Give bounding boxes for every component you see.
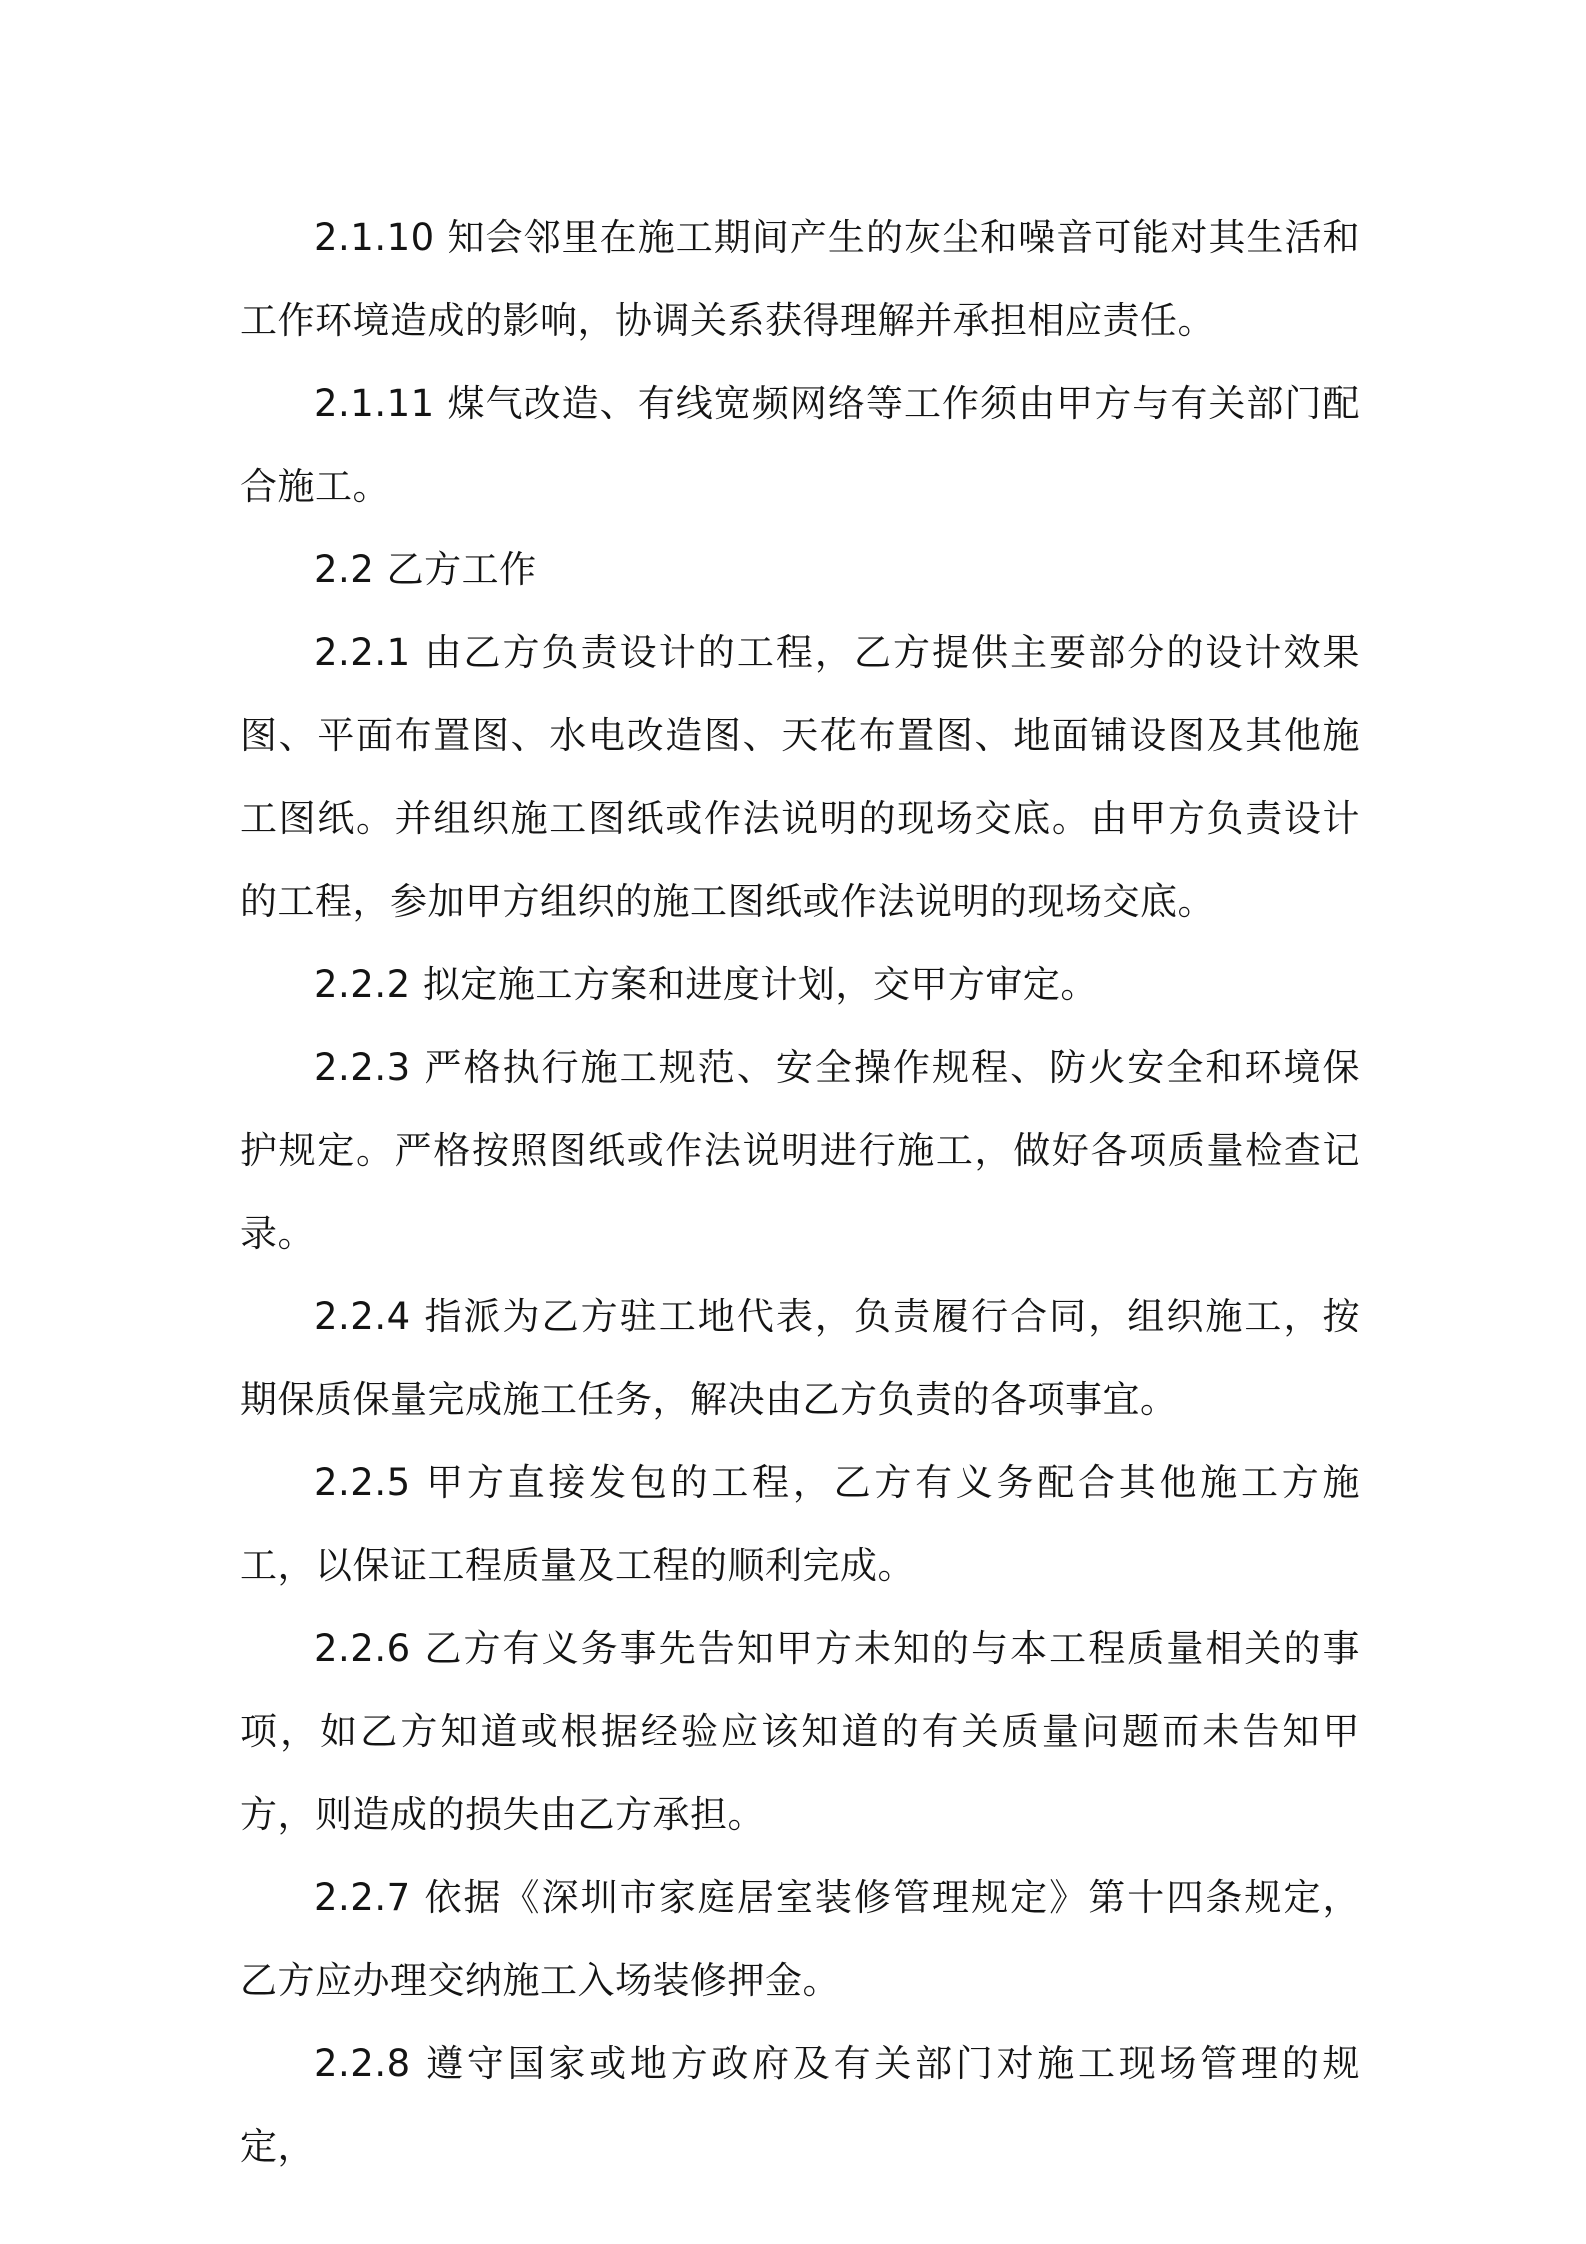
clause-2-2-2: 2.2.2 拟定施工方案和进度计划，交甲方审定。 [314, 963, 1098, 1006]
clause-2-2-6: 2.2.6 乙方有义务事先告知甲方未知的与本工程质量相关的事项，如乙方知道或根据经验应该知道的有关质量问题而未告知甲方，则造成的损失由乙方承担。 [240, 1627, 1360, 1836]
clause-2-2-5: 2.2.5 甲方直接发包的工程，乙方有义务配合其他施工方施工，以保证工程质量及工程的顺利完成。 [240, 1461, 1360, 1587]
clause-2-1-11: 2.1.11 煤气改造、有线宽频网络等工作须由甲方与有关部门配合施工。 [240, 382, 1360, 508]
clause-2-2-3: 2.2.3 严格执行施工规范、安全操作规程、防火安全和环境保护规定。严格按照图纸或作法说明进行施工，做好各项质量检查记录。 [240, 1046, 1360, 1255]
section-heading-2-2: 2.2 乙方工作 [314, 548, 537, 591]
document-body [240, 196, 1360, 2188]
clause-2-1-10: 2.1.10 知会邻里在施工期间产生的灰尘和噪音可能对其生活和工作环境造成的影响，协调关系获得理解并承担相应责任。 [240, 216, 1360, 342]
clause-2-2-1: 2.2.1 由乙方负责设计的工程，乙方提供主要部分的设计效果图、平面布置图、水电改造图、天花布置图、地面铺设图及其他施工图纸。并组织施工图纸或作法说明的现场交底。由甲方负责设计的工程，参加甲方组织的施工图纸或作法说明的现场交底。 [240, 631, 1360, 923]
clause-2-2-8: 2.2.8 遵守国家或地方政府及有关部门对施工现场管理的规定， [240, 2042, 1360, 2168]
clause-2-2-7: 2.2.7 依据《深圳市家庭居室装修管理规定》第十四条规定，乙方应办理交纳施工入场装修押金。 [240, 1876, 1360, 2002]
clause-2-2-4: 2.2.4 指派为乙方驻工地代表，负责履行合同，组织施工，按期保质保量完成施工任务，解决由乙方负责的各项事宜。 [240, 1295, 1360, 1421]
